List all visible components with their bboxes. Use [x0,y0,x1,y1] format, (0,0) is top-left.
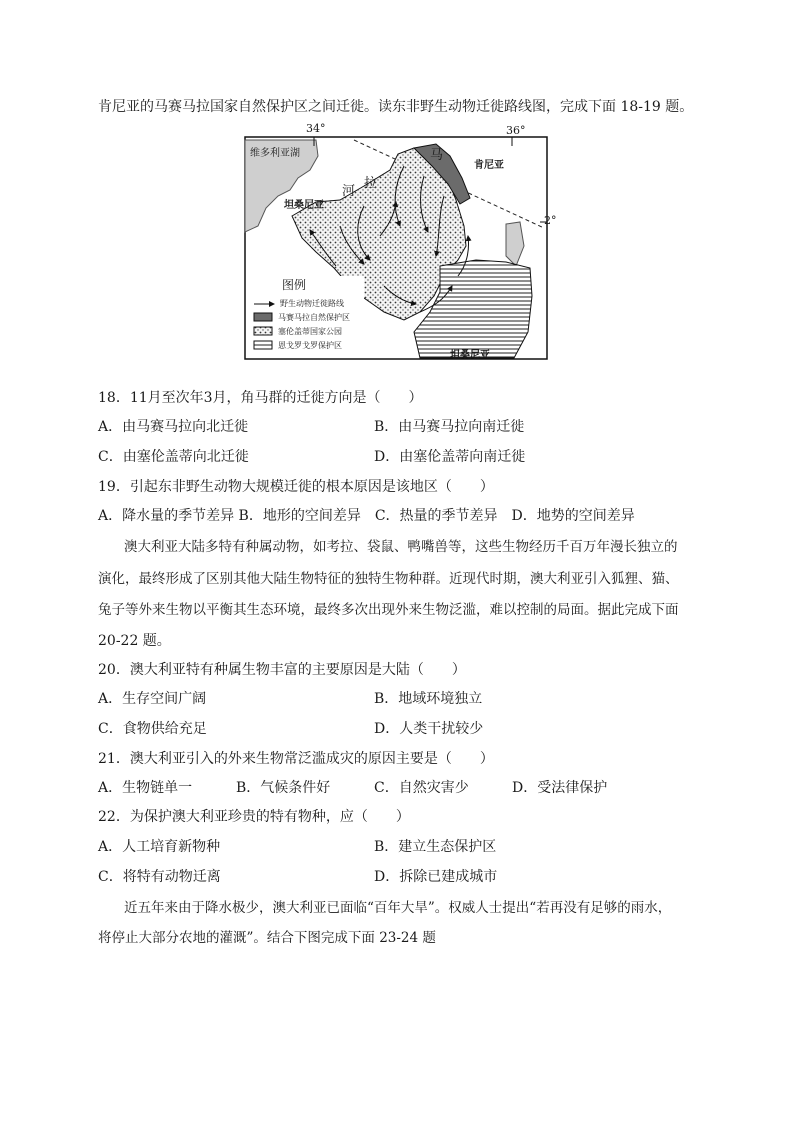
legend-ngorongoro: 恩戈罗戈罗保护区 [278,341,342,350]
lake-label: 维多利亚湖 [250,148,300,159]
lat-label-2: 2° [544,214,557,227]
q22-stem: 22．为保护澳大利亚珍贵的特有物种，应（ ） [98,809,410,825]
tanzania-top-label: 坦桑尼亚 [284,200,324,211]
q18-option-b[interactable]: B．由马赛马拉向南迁徙 [374,419,525,435]
label-la: 拉 [364,176,378,191]
q22-option-d[interactable]: D．拆除已建成城市 [374,869,498,885]
para2-line3: 兔子等外来生物以平衡其生态环境，最终多次出现外来生物泛滥，难以控制的局面。据此完成下面 [98,602,679,618]
q20-option-c[interactable]: C．食物供给充足 [98,721,207,737]
q18-option-c[interactable]: C．由塞伦盖蒂向北迁徙 [98,449,249,465]
label-he: 河 [342,184,356,199]
legend-route: 野生动物迁徙路线 [280,299,344,308]
migration-map [244,122,557,361]
q18-option-d[interactable]: D．由塞伦盖蒂向南迁徙 [374,449,526,465]
q19-options[interactable]: A．降水量的季节差异 B．地形的空间差异 C．热量的季节差异 D．地势的空间差异 [98,508,635,524]
para2-line2: 演化，最终形成了区别其他大陆生物特征的独特生物种群。近现代时期，澳大利亚引入狐狸、猫、 [98,571,679,587]
q21-option-b[interactable]: B．气候条件好 [236,780,331,796]
q21-option-d[interactable]: D．受法律保护 [512,780,608,796]
para3-line1: 近五年来由于降水极少，澳大利亚已面临“百年大旱”。权威人士提出“若再没有足够的雨水， [124,900,672,916]
legend-title: 图例 [282,278,307,292]
q21-option-a[interactable]: A．生物链单一 [98,780,193,796]
para3-line2: 将停止大部分农地的灌溉”。结合下图完成下面 23-24 题 [98,930,436,946]
label-ma: 马 [430,148,444,163]
lon-label-36: 36° [506,124,526,137]
q22-option-a[interactable]: A．人工培育新物种 [98,839,221,855]
q18-option-a[interactable]: A．由马赛马拉向北迁徙 [98,419,249,435]
q20-option-d[interactable]: D．人类干扰较少 [374,721,484,737]
legend-serengeti: 塞伦盖蒂国家公园 [278,327,342,336]
para2-line4: 20-22 题。 [98,633,171,649]
q21-stem: 21．澳大利亚引入的外来生物常泛滥成灾的原因主要是（ ） [98,751,494,767]
q22-option-c[interactable]: C．将特有动物迁离 [98,869,221,885]
q22-option-b[interactable]: B．建立生态保护区 [374,839,497,855]
legend-mara: 马赛马拉自然保护区 [278,313,350,322]
q18-stem: 18．11月至次年3月，角马群的迁徙方向是（ ） [98,390,423,406]
q19-stem: 19．引起东非野生动物大规模迁徙的根本原因是该地区（ ） [98,479,494,495]
tanzania-bottom-label: 坦桑尼亚 [450,350,490,361]
q20-option-b[interactable]: B．地域环境独立 [374,691,483,707]
lon-label-34: 34° [306,122,326,135]
para2-line1: 澳大利亚大陆多特有种属动物，如考拉、袋鼠、鸭嘴兽等，这些生物经历千百万年漫长独立的 [124,539,678,555]
q20-stem: 20．澳大利亚特有种属生物丰富的主要原因是大陆（ ） [98,662,466,678]
kenya-label: 肯尼亚 [474,160,504,171]
intro-text: 肯尼亚的马赛马拉国家自然保护区之间迁徙。读东非野生动物迁徙路线图，完成下面 18-19 题。 [98,99,694,115]
q20-option-a[interactable]: A．生存空间广阔 [98,691,207,707]
q21-option-c[interactable]: C．自然灾害少 [374,780,469,796]
